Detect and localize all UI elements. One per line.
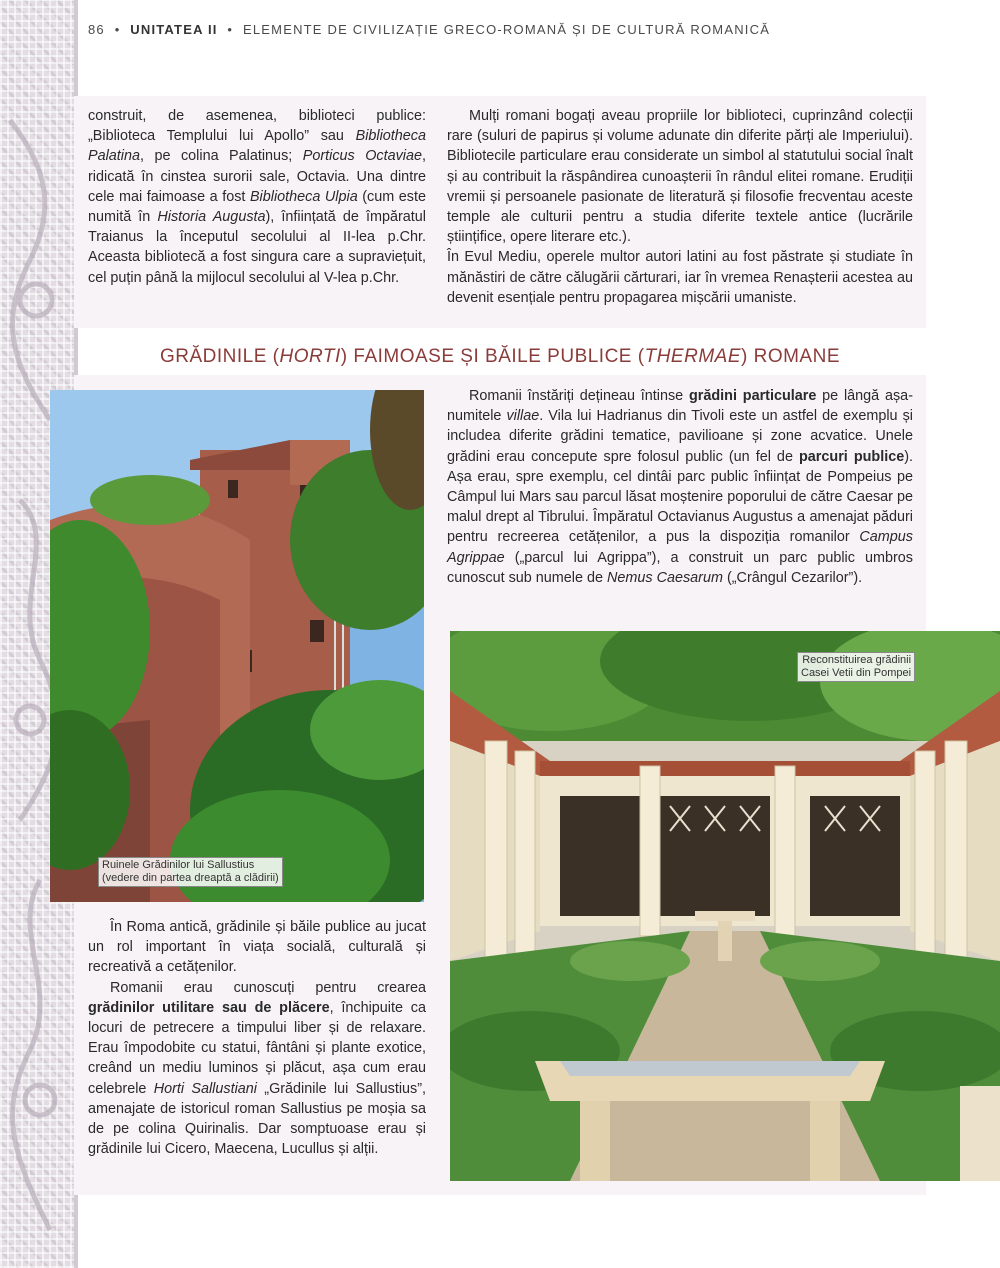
text-run-bold: parcuri publice (799, 448, 905, 465)
title-run-italic: HORTI (279, 346, 341, 367)
private-gardens-paragraph (447, 386, 913, 588)
text-run: pe lângă așa-numitele (447, 388, 913, 425)
text-run-italic: Nemus Caesarum (607, 569, 723, 586)
section-title (100, 346, 900, 368)
text-run-italic: Horti Sallustiani (153, 1080, 257, 1097)
text-run-italic: Bibliotheca Ulpia (249, 188, 358, 205)
text-run: . Vila lui Hadrianus din Tivoli este un astfel de exemplu și includea diferite grădini tematice, pavilioane și zone acvatice. Unele grădini erau concepute spre folosul public (un fel de (447, 408, 913, 465)
utility-gardens-paragraph (88, 978, 426, 1160)
caption-line: (vedere din partea dreaptă a clădirii) (102, 872, 279, 884)
chapter-title: ELEMENTE DE CIVILIZAȚIE GRECO-ROMANĂ ȘI DE CULTURĂ ROMANICĂ (243, 22, 771, 37)
caption-line: Ruinele Grădinilor lui Sallustius (102, 859, 255, 871)
text-run-italic: Porticus Octaviae (302, 148, 423, 165)
text-run: , pe colina Palatinus; (140, 148, 303, 165)
sallustius-ruins-photo (50, 390, 424, 902)
text-run: Romanii înstăriți dețineau întinse (469, 388, 689, 404)
title-run: GRĂDINILE ( (159, 346, 280, 367)
header-bullet: • (227, 22, 234, 37)
caption-line: Reconstituirea grădinii (802, 654, 912, 666)
text-run: construit, de asemenea, biblioteci publice: „Biblioteca Templului lui Apollo” sau (88, 108, 426, 145)
ruins-illustration (50, 390, 424, 902)
text-run: ). Așa erau, spre exemplu, cel dintâi parc public înființat de Pompeius pe Câmpul lui Mars sau parcul lăsat moștenire poporului de către Caesar pe malul drept al Tibrului. Împăratul Octavianus Augustus a amenajat păduri pentru recreerea cetățenilor, a pus la dispoziția romanilor (447, 448, 913, 546)
text-run: , închipuite ca locuri de petrecere a timpului liber și de relaxare. Erau împodobite cu statui, fântâni și plante exotice, creând un mediu luminos și plăcut, așa cum erau celebrele (88, 999, 426, 1097)
vetii-garden-photo (450, 631, 1000, 1181)
library-paragraph (88, 106, 426, 288)
text-run-italic: Historia Augusta (157, 209, 266, 226)
text-run-italic: villae (506, 408, 540, 425)
text-run: ), înființată de împăratul Traianus la începutul secolului al II-lea p.Chr. Aceasta bibliotecă a fost singura care a supraviețuit, cel puțin până la mijlocul secolului al V-lea p.Chr. (88, 209, 426, 286)
gardens-left-column (88, 917, 426, 1159)
text-run: („Crângul Cezarilor”). (722, 569, 863, 586)
ruins-caption (98, 857, 283, 887)
garden-illustration (450, 631, 1000, 1181)
role-paragraph: În Roma antică, grădinile și băile publice au jucat un rol important în viața socială, culturală și recreativă a cetățenilor. (88, 919, 426, 976)
running-header (88, 22, 770, 37)
private-libraries-paragraph: Mulți romani bogați aveau propriile lor biblioteci, cuprinzând colecții rare (suluri de papirus și volume adunate din diferite părți ale Imperiului). Bibliotecile particulare erau considerate un simbol al statutului social înalt și au contribuit la răspândirea cunoașterii în rândul elitei romane. Erudiții vremii și persoanele pasionate de literatură și filosofie frecventau aceste temple ale culturii pentru a studia diferite textele antice (lucrările științifice, opere literare etc.). (447, 108, 913, 246)
text-run: (cum este numită în (88, 188, 426, 226)
text-run-italic: Campus Agrippae (447, 529, 913, 566)
text-run: „Grădinile lui Sallustius”, amenajate de istoricul roman Sallustius pe moșia sa de pe colina Quirinalis. Dar somptuoase erau și grădinile lui Cicero, Maecena, Lucullus și alții. (88, 1080, 427, 1158)
text-run: , ridicată în cinstea surorii sale, Octavia. Una dintre cele mai faimoase a fost (88, 148, 427, 205)
text-run-bold: grădini particulare (689, 388, 817, 404)
title-run: ) ROMANE (741, 346, 840, 367)
title-run-italic: THERMAE (644, 346, 741, 367)
vetii-caption (797, 652, 915, 682)
caption-line: Casei Vetii din Pompei (801, 667, 912, 679)
text-run: Romanii erau cunoscuți pentru crearea (110, 979, 426, 996)
text-run: („parcul lui Agrippa”), a construit un parc public umbros cunoscut sub numele de (447, 549, 913, 586)
gardens-right-column (447, 386, 913, 588)
top-left-column (88, 106, 426, 288)
text-run-bold: grădinilor utilitare sau de plăcere (88, 999, 330, 1016)
middle-ages-paragraph: În Evul Mediu, operele multor autori latini au fost păstrate și studiate în mănăstiri de către călugării cărturari, iar în vremea Renașterii acestea au devenit esențiale pentru propagarea mișcării umaniste. (447, 249, 913, 306)
text-run-italic: Bibliotheca Palatina (88, 128, 426, 165)
top-right-column (447, 106, 913, 308)
page-number: 86 (88, 22, 105, 37)
unit-label: UNITATEA II (130, 22, 218, 37)
header-bullet: • (114, 22, 121, 37)
title-run: ) FAIMOASE ȘI BĂILE PUBLICE ( (340, 346, 645, 367)
